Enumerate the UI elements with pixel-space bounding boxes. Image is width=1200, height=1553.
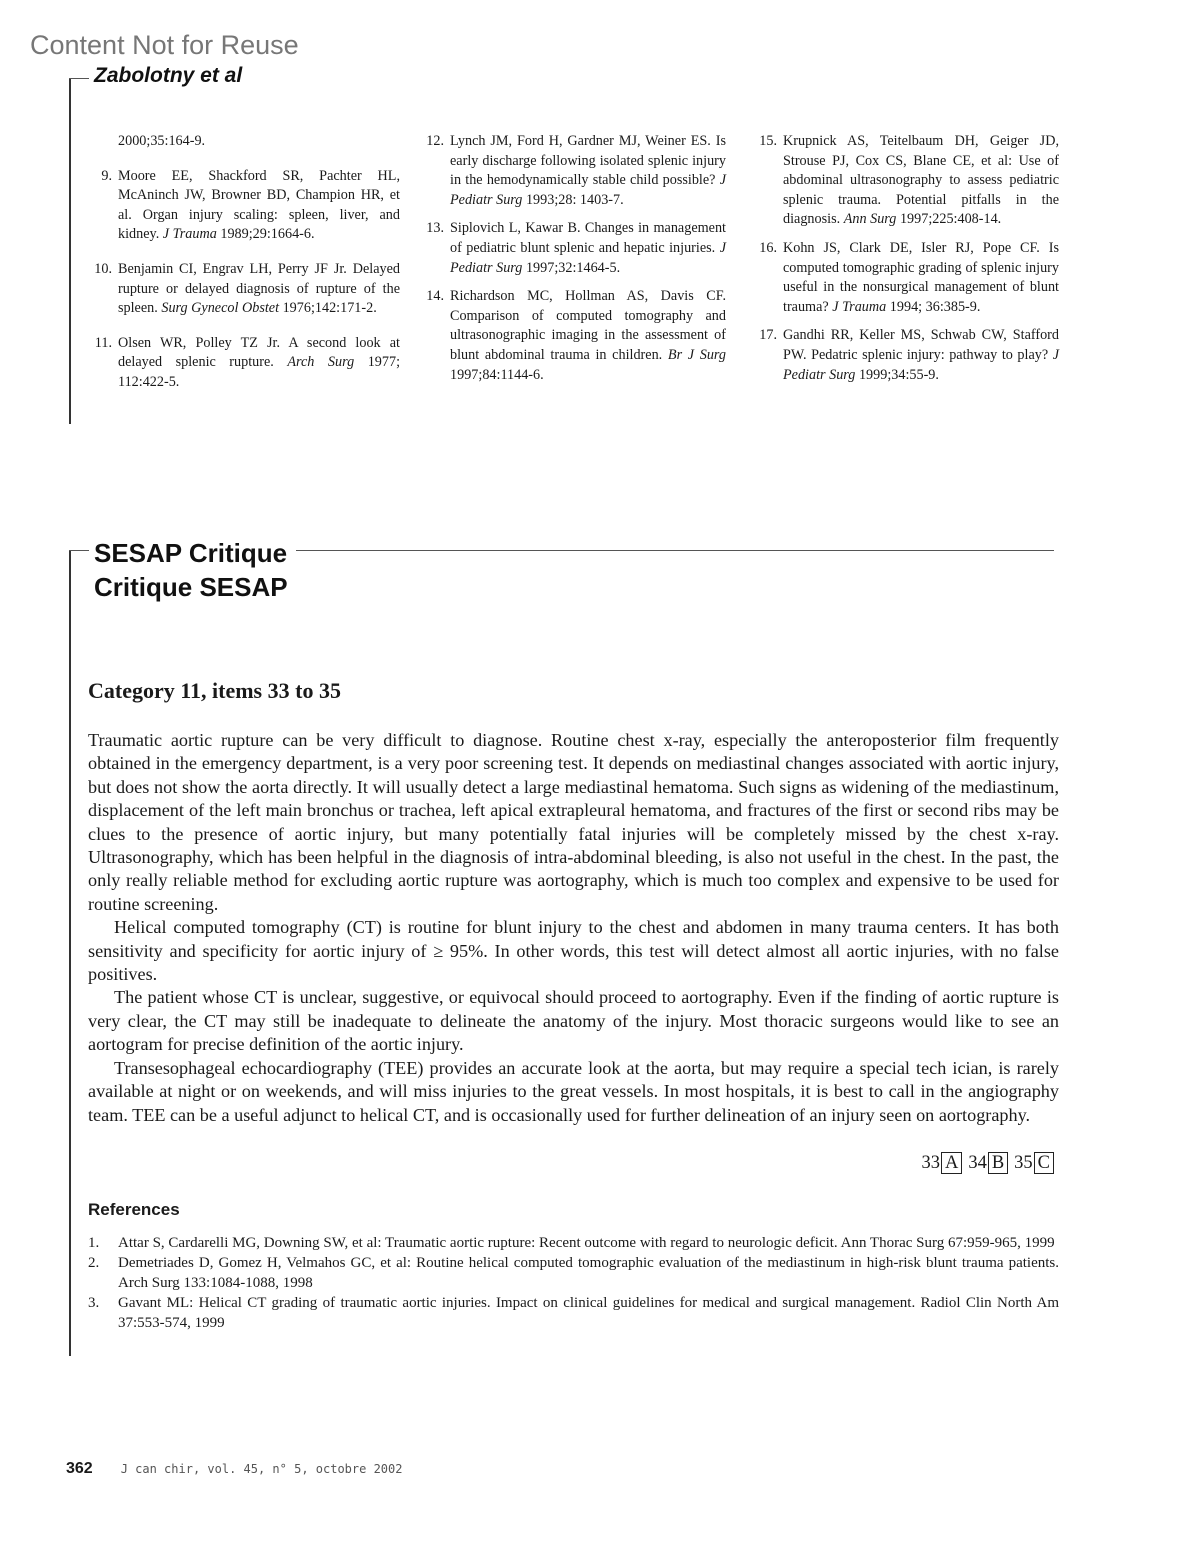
reference-entry: 11. Olsen WR, Polley TZ Jr. A second look at delayed splenic rupture. Arch Surg 1977; 112:422-5. xyxy=(94,334,401,390)
reference-entry: 2000;35:164-9. xyxy=(118,133,206,149)
paragraph: Traumatic aortic rupture can be very difficult to diagnose. Routine chest x-ray, especially the anteroposterior film frequently obtained in the emergency department, is a very poor screening test. It depends on mediastinal changes associated with aortic injury, but does not show the aorta directly. It will usually detect a large mediastinal hematoma. Such signs as widening of the mediastinum, displacement of the left main bronchus or trachea, left apical extrapleural hematoma, and fractures of the first or second ribs may be clues to the presence of aortic injury, but many potentially fatal injuries will be completely missed by the chest x-ray. Ultrasonography, which has been helpful in the diagnosis of intra-abdominal bleeding, is also not useful in the chest. In the past, the only really reliable method for excluding aortic rupture was aortography, which is much too complex and expensive to be used for routine screening. xyxy=(88,730,1059,914)
watermark: Content Not for Reuse xyxy=(30,30,299,60)
references-heading: References xyxy=(88,1200,180,1219)
reference-column-2 xyxy=(420,132,726,394)
references-list xyxy=(88,1234,1059,1334)
reference-entry: 10. Benjamin CI, Engrav LH, Perry JF Jr. Delayed rupture or delayed diagnosis of rupture of the spleen. Surg Gynecol Obstet 1976;142:171-2. xyxy=(94,260,400,317)
answer-item: 35 C xyxy=(1014,1152,1054,1174)
reference-entry: 1. Attar S, Cardarelli MG, Downing SW, et al: Traumatic aortic rupture: Recent outcome with regard to neurologic deficit. Ann Thorac Surg 67:959-965, 1999 xyxy=(88,1235,1055,1251)
answer-item: 33 A xyxy=(921,1152,962,1174)
answer-item: 34 B xyxy=(968,1152,1008,1174)
journal-citation: J can chir, vol. 45, n° 5, octobre 2002 xyxy=(120,1462,403,1476)
section-frame-tick xyxy=(69,550,89,551)
critique-body xyxy=(88,729,1059,1127)
page-footer xyxy=(66,1460,402,1478)
answer-box: B xyxy=(988,1152,1008,1174)
reference-entry: 16. Kohn JS, Clark DE, Isler RJ, Pope CF. Is computed tomographic grading of splenic injury useful in the nonsurgical management of blunt trauma? J Trauma 1994; 36:385-9. xyxy=(759,239,1059,315)
paragraph: The patient whose CT is unclear, suggestive, or equivocal should proceed to aortography. Even if the finding of aortic rupture is very clear, the CT may still be inadequate to delineate the anatomy of the injury. Most thoracic surgeons would like to see an aortogram for precise definition of the aortic injury. xyxy=(88,987,1059,1055)
reference-entry: 12. Lynch JM, Ford H, Gardner MJ, Weiner ES. Is early discharge following isolated splenic injury in the hemodynamically stable child possible? J Pediatr Surg 1993;28: 1403-7. xyxy=(426,133,726,208)
reference-entry: 17. Gandhi RR, Keller MS, Schwab CW, Stafford PW. Pedatric splenic injury: pathway to play? J Pediatr Surg 1999;34:55-9. xyxy=(759,327,1059,383)
running-head: Zabolotny et al xyxy=(94,64,243,87)
reference-entry: 14. Richardson MC, Hollman AS, Davis CF. Comparison of computed tomography and ultrasonographic imaging in the assessment of blunt abdominal trauma in children. Br J Surg 1997;84:1144-6. xyxy=(426,288,727,383)
section-title-rule xyxy=(296,550,1054,551)
reference-column-1 xyxy=(88,132,400,402)
reference-entry: 15. Krupnick AS, Teitelbaum DH, Geiger JD, Strouse PJ, Cox CS, Blane CE, et al: Use of abdominal ultrasonography to assess pediatric splenic trauma. Potential pitfalls in the diagnosis. Ann Surg 1997;225:408-14. xyxy=(759,133,1059,228)
section-title-en: SESAP Critique xyxy=(94,538,288,568)
answer-box: C xyxy=(1034,1152,1054,1174)
reference-column-3 xyxy=(753,132,1059,394)
section-frame-line xyxy=(69,550,71,1356)
top-frame-tick xyxy=(69,78,89,79)
paragraph: Transesophageal echocardiography (TEE) provides an accurate look at the aorta, but may require a special tech ician, is rarely available at night or on weekends, and will miss injuries to the great vessels. In most hospitals, it is best to call in the angiography team. TEE can be a useful adjunct to helical CT, and is occasionally used for further delineation of an injury seen on aortography. xyxy=(88,1057,1059,1125)
top-frame-line xyxy=(69,78,71,424)
category-heading: Category 11, items 33 to 35 xyxy=(88,678,341,703)
paragraph: Helical computed tomography (CT) is routine for blunt injury to the chest and abdomen in many trauma centers. It has both sensitivity and specificity for aortic injury of ≥ 95%. In other words, this test will detect almost all aortic injuries, with no false positives. xyxy=(88,917,1059,985)
reference-entry: 13. Siplovich L, Kawar B. Changes in management of pediatric blunt splenic and hepatic injuries. J Pediatr Surg 1997;32:1464-5. xyxy=(426,220,726,276)
answer-key xyxy=(921,1152,1054,1174)
page-number: 362 xyxy=(66,1460,93,1477)
answer-box: A xyxy=(941,1152,962,1174)
reference-entry: 3. Gavant ML: Helical CT grading of traumatic aortic injuries. Impact on clinical guidelines for medical and surgical management. Radiol Clin North Am 37:553-574, 1999 xyxy=(88,1295,1059,1331)
section-title-fr: Critique SESAP xyxy=(94,572,288,602)
reference-entry: 2. Demetriades D, Gomez H, Velmahos GC, et al: Routine helical computed tomographic evaluation of the mediastinum in high-risk blunt trauma patients. Arch Surg 133:1084-1088, 1998 xyxy=(88,1255,1059,1291)
section-title xyxy=(94,536,288,604)
reference-entry: 9. Moore EE, Shackford SR, Pachter HL, McAninch JW, Browner BD, Champion HR, et al. Organ injury scaling: spleen, liver, and kidney. J Trauma 1989;29:1664-6. xyxy=(101,167,400,243)
